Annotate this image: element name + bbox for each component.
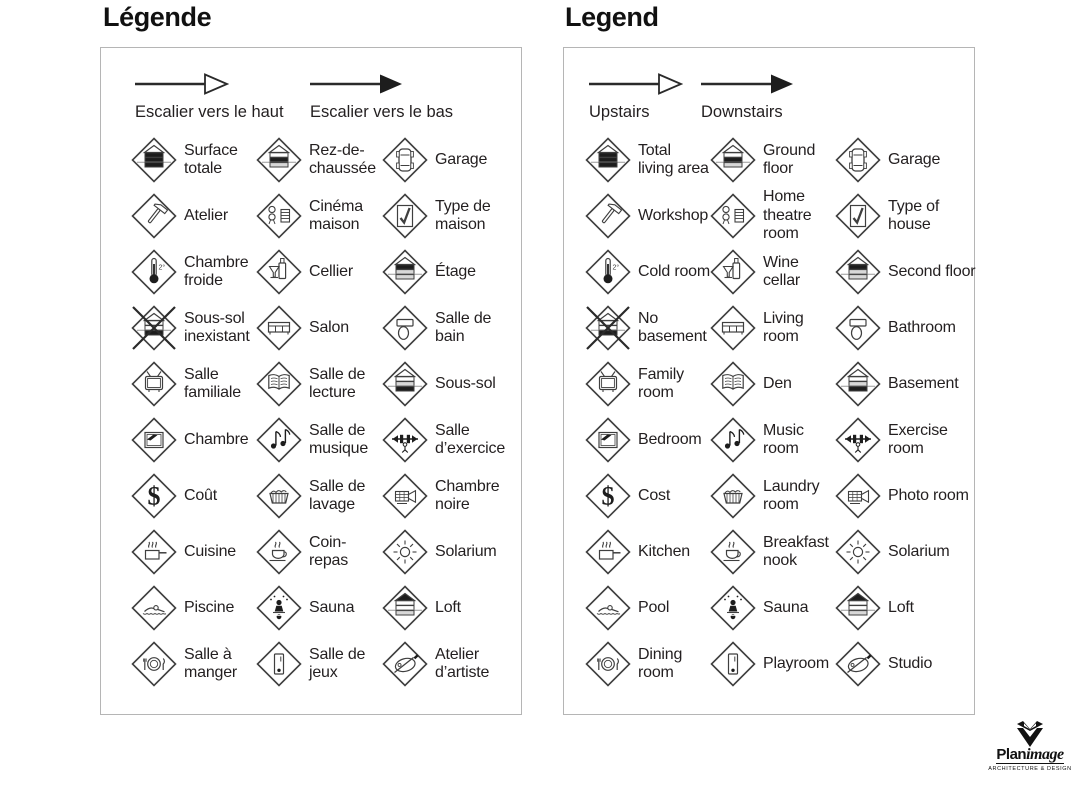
legend-item-label: Piscine (184, 598, 235, 616)
solarium-icon (382, 529, 428, 575)
legend-item-label: Studio (888, 654, 933, 672)
legend-item (382, 585, 523, 631)
wine-cellar-icon (710, 249, 756, 295)
den-icon (256, 361, 302, 407)
loft-icon (382, 585, 428, 631)
legend-item-label: Type de maison (435, 197, 491, 233)
legend-item-label: Living room (763, 309, 804, 345)
legend-item-label: Sauna (763, 598, 809, 616)
basement-icon (382, 361, 428, 407)
legend-item (382, 417, 523, 463)
legend-item (835, 137, 976, 183)
pool-icon (131, 585, 177, 631)
legend-item (256, 473, 382, 519)
legend-item-label: Atelier d’artiste (435, 645, 490, 681)
cost-icon (585, 473, 631, 519)
legend-item-label: Salle de bain (435, 309, 492, 345)
living-room-icon (710, 305, 756, 351)
legend-item-label: Étage (435, 262, 476, 280)
legend-item-label: Wine cellar (763, 253, 801, 289)
legend-item-label: Playroom (763, 654, 829, 672)
legend-item (256, 417, 382, 463)
legend-item-label: Sous-sol inexistant (184, 309, 250, 345)
legend-item (382, 529, 523, 575)
legend-item-label: Cinéma maison (309, 197, 363, 233)
workshop-icon (131, 193, 177, 239)
pool-icon (585, 585, 631, 631)
stairs-up-entry (589, 72, 701, 122)
legend-item (835, 193, 976, 239)
english-legend-panel (563, 47, 975, 715)
legend-item (131, 641, 256, 687)
garage-icon (835, 137, 881, 183)
legend-item (585, 249, 710, 295)
legend-item (835, 305, 976, 351)
legend-item-label: Exercise room (888, 421, 948, 457)
legend-item (382, 641, 523, 687)
legend-item-label: Loft (435, 598, 461, 616)
legend-item-label: Cellier (309, 262, 353, 280)
legend-item (256, 361, 382, 407)
legend-item (585, 585, 710, 631)
bathroom-icon (382, 305, 428, 351)
legend-item-label: Solarium (435, 542, 497, 560)
legend-item (710, 305, 835, 351)
legend-item (710, 529, 835, 575)
stairs-down-arrow-icon (310, 72, 485, 101)
stairs-up-label: Escalier vers le haut (135, 103, 284, 121)
stairs-down-entry (701, 72, 813, 122)
kitchen-icon (585, 529, 631, 575)
legend-item (382, 473, 523, 519)
legend-item (256, 641, 382, 687)
legend-item-label: Coin-repas (309, 533, 349, 569)
legend-item (585, 193, 710, 239)
bedroom-icon (131, 417, 177, 463)
french-legend-grid (101, 132, 523, 692)
legend-item-label: Salle d’exercice (435, 421, 506, 457)
legend-item-label: Home theatre room (763, 188, 812, 243)
legend-item-label: Rez-de-chaussée (309, 141, 376, 177)
legend-item-label: Breakfast nook (763, 533, 829, 569)
music-room-icon (256, 417, 302, 463)
legend-item-label: Cuisine (184, 542, 236, 560)
living-room-icon (256, 305, 302, 351)
home-theatre-icon (710, 193, 756, 239)
legend-item (710, 585, 835, 631)
stairs-arrow-row (101, 72, 485, 122)
playroom-icon (256, 641, 302, 687)
no-basement-icon (131, 305, 177, 351)
legend-item-label: Sauna (309, 598, 355, 616)
den-icon (710, 361, 756, 407)
stairs-down-label: Downstairs (701, 103, 783, 121)
legend-item-label: Bedroom (638, 430, 702, 448)
legend-item (256, 529, 382, 575)
legend-item-label: Salle de musique (309, 421, 369, 457)
legend-item (585, 529, 710, 575)
second-floor-icon (835, 249, 881, 295)
playroom-icon (710, 641, 756, 687)
legend-item-label: Chambre noire (435, 477, 500, 513)
legend-item (131, 417, 256, 463)
stairs-up-arrow-icon (589, 72, 701, 101)
breakfast-nook-icon (256, 529, 302, 575)
cold-room-icon (585, 249, 631, 295)
svg-text:$: $ (147, 481, 161, 511)
legend-item (382, 305, 523, 351)
bedroom-icon (585, 417, 631, 463)
legend-item-label: Salle de lavage (309, 477, 366, 513)
legend-item-label: Sous-sol (435, 374, 496, 392)
photo-room-icon (835, 473, 881, 519)
legend-item-label: Garage (888, 150, 941, 168)
breakfast-nook-icon (710, 529, 756, 575)
legend-item-label: Basement (888, 374, 959, 392)
legend-item (835, 249, 976, 295)
stairs-down-arrow-icon (701, 72, 813, 101)
legend-item (585, 473, 710, 519)
legend-item (835, 585, 976, 631)
studio-icon (835, 641, 881, 687)
legend-item (382, 137, 523, 183)
stairs-down-label: Escalier vers le bas (310, 103, 454, 121)
laundry-room-icon (710, 473, 756, 519)
legend-item (710, 473, 835, 519)
legend-item (131, 305, 256, 351)
legend-item (585, 137, 710, 183)
ground-floor-icon (256, 137, 302, 183)
legend-item (131, 585, 256, 631)
exercise-room-icon (835, 417, 881, 463)
legend-item (131, 249, 256, 295)
laundry-room-icon (256, 473, 302, 519)
legend-item (585, 417, 710, 463)
legend-item-label: Salon (309, 318, 349, 336)
legend-item-label: Laundry room (763, 477, 820, 513)
english-legend-grid (564, 132, 976, 692)
logo-tagline: ARCHITECTURE & DESIGN (988, 765, 1072, 772)
stairs-up-label: Upstairs (589, 103, 650, 121)
bathroom-icon (835, 305, 881, 351)
ground-floor-icon (710, 137, 756, 183)
legend-item (256, 137, 382, 183)
legend-item-label: Photo room (888, 486, 969, 504)
photo-room-icon (382, 473, 428, 519)
sauna-icon (710, 585, 756, 631)
legend-item-label: Family room (638, 365, 684, 401)
legend-item (256, 193, 382, 239)
legend-item (710, 137, 835, 183)
loft-icon (835, 585, 881, 631)
legend-item-label: Surface totale (184, 141, 238, 177)
legend-item (131, 473, 256, 519)
legend-item (382, 361, 523, 407)
svg-text:2°: 2° (612, 264, 620, 272)
legend-item (585, 641, 710, 687)
garage-icon (382, 137, 428, 183)
logo-plan-text: Plan (996, 746, 1027, 763)
planimage-logo (982, 720, 1078, 772)
kitchen-icon (131, 529, 177, 575)
legend-item-label: Kitchen (638, 542, 690, 560)
legend-item (835, 361, 976, 407)
legend-item (585, 305, 710, 351)
legend-item (710, 188, 835, 244)
legend-item (835, 641, 976, 687)
legend-item-label: Pool (638, 598, 670, 616)
svg-text:2°: 2° (158, 264, 166, 272)
home-theatre-icon (256, 193, 302, 239)
stairs-up-entry (135, 72, 310, 122)
exercise-room-icon (382, 417, 428, 463)
wine-cellar-icon (256, 249, 302, 295)
legend-item (585, 361, 710, 407)
legend-item (131, 193, 256, 239)
solarium-icon (835, 529, 881, 575)
legend-item (710, 417, 835, 463)
family-room-icon (585, 361, 631, 407)
second-floor-icon (382, 249, 428, 295)
legend-item-label: Salle familiale (184, 365, 241, 401)
legend-item-label: Dining room (638, 645, 683, 681)
studio-icon (382, 641, 428, 687)
legend-item (382, 249, 523, 295)
legend-item-label: Chambre froide (184, 253, 249, 289)
legend-item-label: Music room (763, 421, 804, 457)
legend-item-label: Second floor (888, 262, 976, 280)
legend-item-label: Salle de jeux (309, 645, 366, 681)
legend-item (835, 417, 976, 463)
legend-item-label: Salle à manger (184, 645, 238, 681)
stairs-up-arrow-icon (135, 72, 310, 101)
french-panel-title: Légende (103, 2, 212, 32)
legend-item-label: Garage (435, 150, 488, 168)
legend-item (710, 361, 835, 407)
legend-item-label: Chambre (184, 430, 249, 448)
legend-item (835, 473, 976, 519)
legend-item (835, 529, 976, 575)
logo-image-text: image (1026, 746, 1064, 763)
legend-item-label: Type of house (888, 197, 940, 233)
french-legend-panel (100, 47, 522, 715)
legend-item-label: Solarium (888, 542, 950, 560)
legend-item-label: Total living area (638, 141, 709, 177)
legend-item (710, 249, 835, 295)
planimage-logo-icon (1013, 720, 1047, 748)
total-living-area-icon (585, 137, 631, 183)
type-of-house-icon (382, 193, 428, 239)
basement-icon (835, 361, 881, 407)
legend-item (256, 249, 382, 295)
cold-room-icon (131, 249, 177, 295)
legend-item-label: Coût (184, 486, 217, 504)
legend-item-label: Den (763, 374, 792, 392)
legend-item-label: Bathroom (888, 318, 956, 336)
legend-item (256, 585, 382, 631)
legend-item-label: Atelier (184, 206, 228, 224)
stairs-arrow-row (564, 72, 813, 122)
legend-item (382, 193, 523, 239)
type-of-house-icon (835, 193, 881, 239)
legend-item-label: Workshop (638, 206, 709, 224)
dining-room-icon (131, 641, 177, 687)
legend-item (131, 529, 256, 575)
legend-item (131, 361, 256, 407)
legend-item (131, 137, 256, 183)
music-room-icon (710, 417, 756, 463)
svg-text:$: $ (601, 481, 615, 511)
legend-item-label: Cost (638, 486, 671, 504)
legend-item (256, 305, 382, 351)
dining-room-icon (585, 641, 631, 687)
english-panel-title: Legend (565, 2, 659, 32)
legend-item-label: Loft (888, 598, 914, 616)
legend-item-label: Salle de lecture (309, 365, 366, 401)
cost-icon (131, 473, 177, 519)
legend-item-label: Cold room (638, 262, 711, 280)
stairs-down-entry (310, 72, 485, 122)
workshop-icon (585, 193, 631, 239)
legend-item-label: Ground floor (763, 141, 816, 177)
sauna-icon (256, 585, 302, 631)
family-room-icon (131, 361, 177, 407)
no-basement-icon (585, 305, 631, 351)
legend-item-label: No basement (638, 309, 707, 345)
total-living-area-icon (131, 137, 177, 183)
legend-item (710, 641, 835, 687)
planimage-wordmark (996, 748, 1063, 764)
